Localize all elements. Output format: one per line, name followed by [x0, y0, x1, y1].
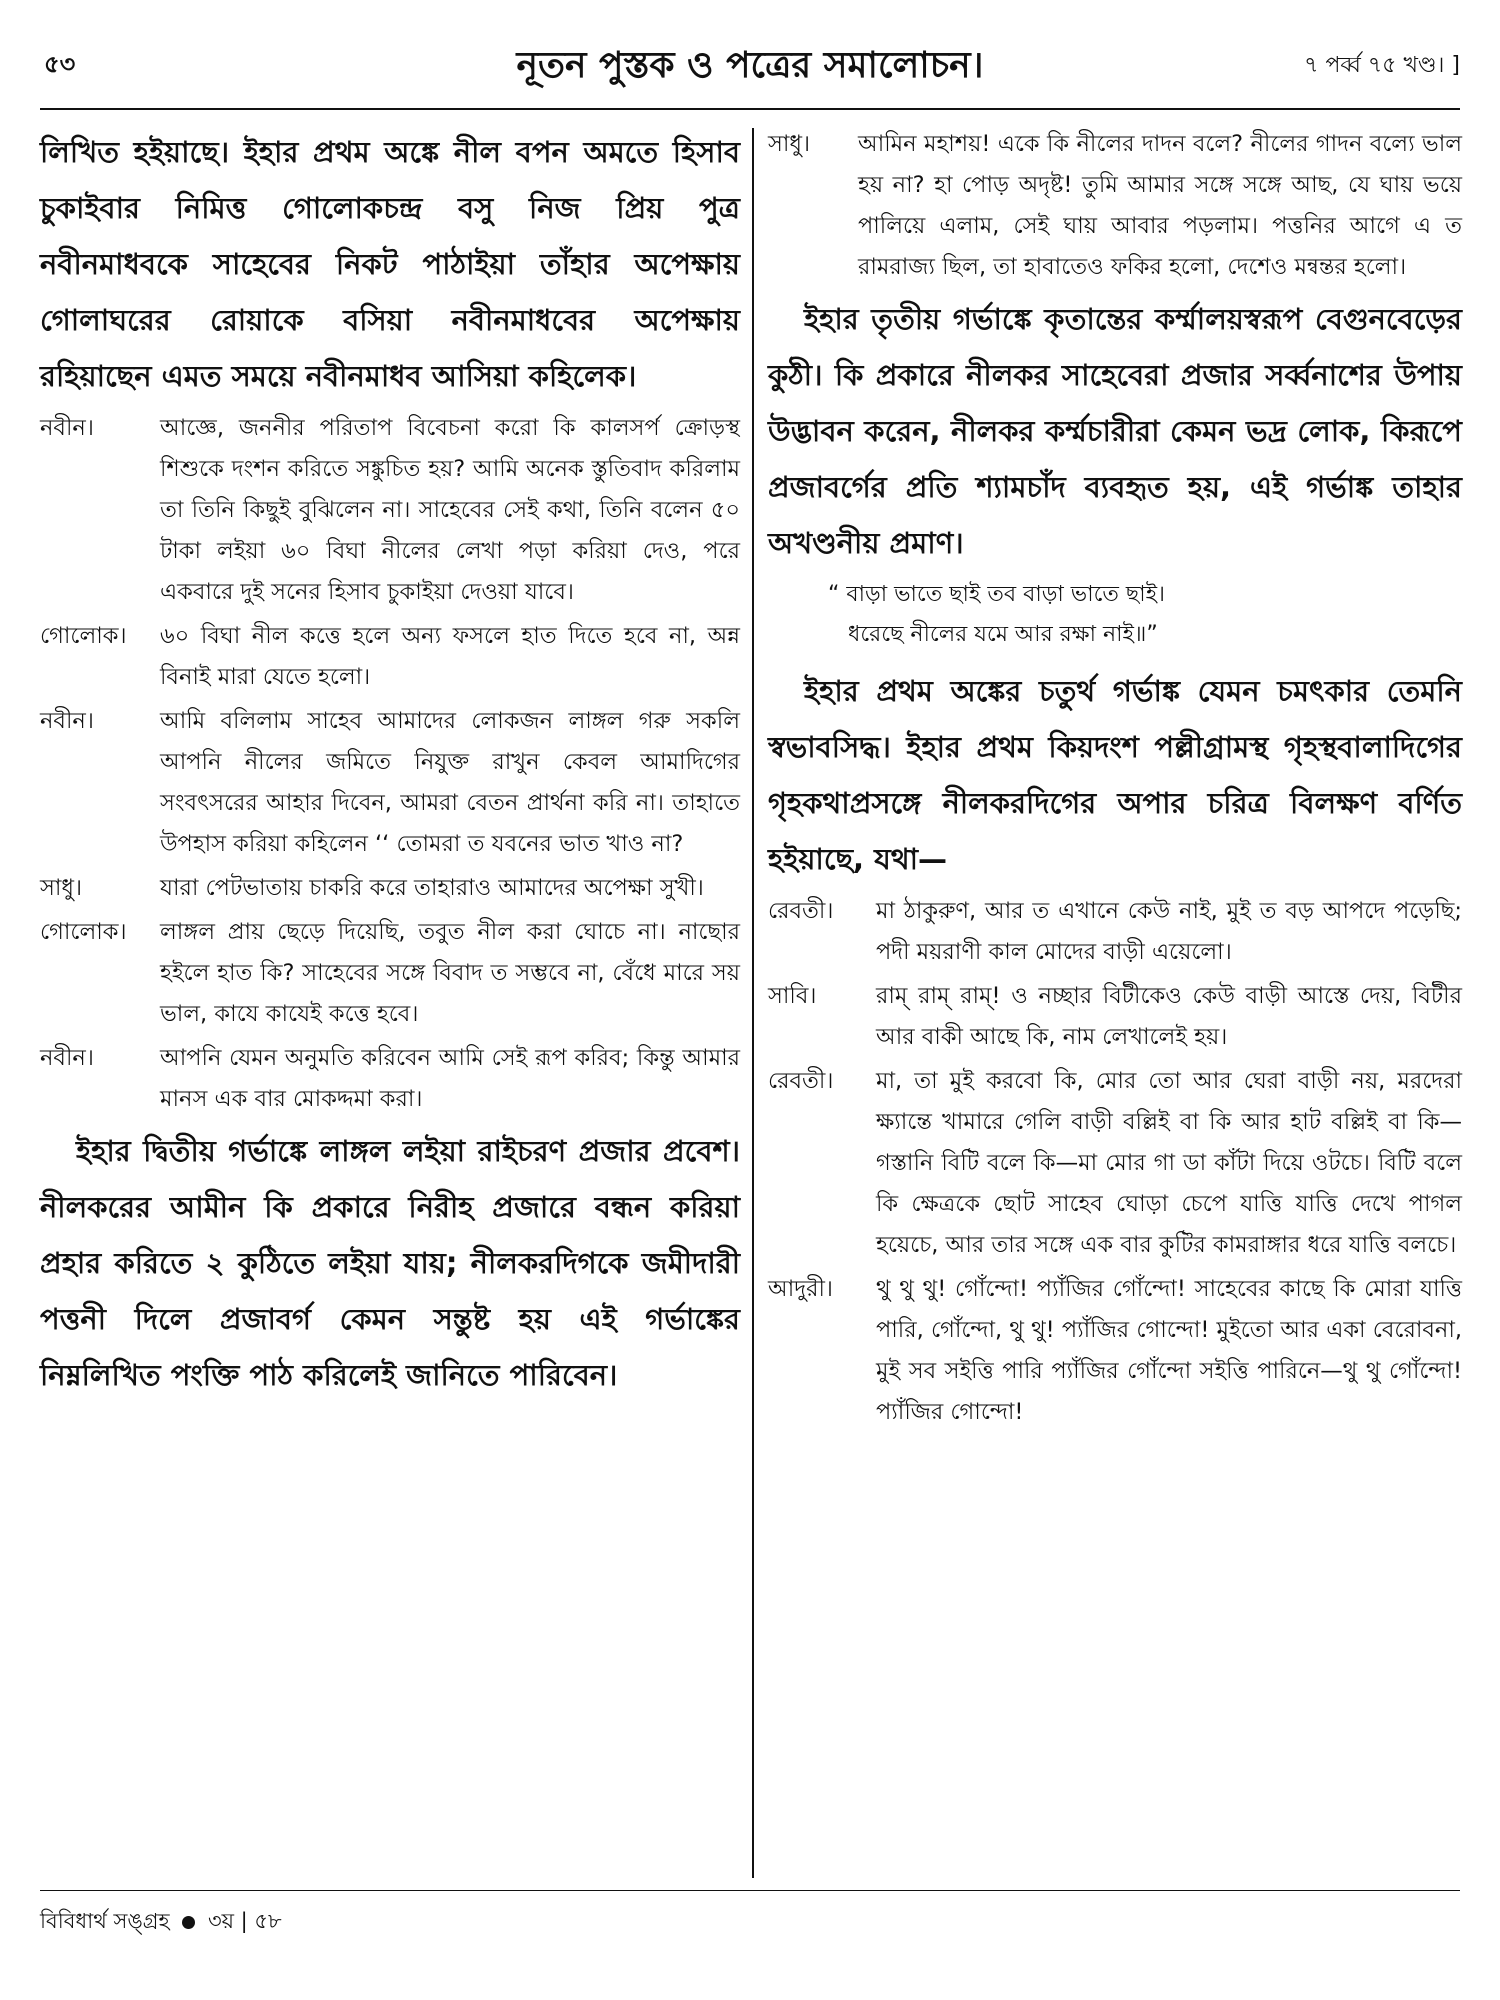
verse-line: “ বাড়া ভাতে ছাই তব বাড়া ভাতে ছাই।: [828, 582, 1165, 607]
left-column: [40, 124, 740, 1407]
footer-page-number: ৫৮: [254, 1909, 282, 1933]
speech-text: আমি বলিলাম সাহেব আমাদের লোকজন লাঙ্গল গরু সকলি আপনি নীলের জমিতে নিযুক্ত রাখুন কেবল আমাদিগের সংবৎসরের আহার দিবেন, আমরা বেতন প্রার্থনা করি না। তাহাতে উপহাস করিয়া কহিলেন ‘‘ তোমরা ত যবনের ভাত খাও না?: [160, 708, 740, 857]
page-number: ৫৩: [44, 50, 76, 78]
dialogue-line: [40, 1038, 740, 1120]
verse-line: ধরেছে নীলের যমে আর রক্ষা নাই॥”: [848, 622, 1158, 647]
dialogue-line: [40, 868, 740, 909]
speaker-name: নবীন।: [40, 1045, 94, 1071]
left-intro-paragraph: লিখিত হইয়াছে। ইহার প্রথম অঙ্কে নীল বপন অমতে হিসাব চুকাইবার নিমিত্ত গোলোকচন্দ্র বসু নিজ প্রিয় পুত্র নবীনমাধবকে সাহেবের নিকট পাঠাইয়া তাঁহার অপেক্ষায় গোলাঘরের রোয়াকে বসিয়া নবীনমাধবের অপেক্ষায় রহিয়াছেন এমত সময়ে নবীনমাধব আসিয়া কহিলেক।: [40, 135, 740, 393]
speech-text: যারা পেটভাতায় চাকরি করে তাহারাও আমাদের অপেক্ষা সুখী।: [160, 875, 704, 901]
speech-text: রাম্ রাম্ রাম্! ও নচ্ছার বিটীকেও কেউ বাড়ী আস্তে দেয়, বিটীর আর বাকী আছে কি, নাম লেখালেই হয়।: [876, 983, 1462, 1050]
speaker-name: গোলোক।: [40, 623, 127, 649]
dialogue-line: [768, 976, 1462, 1058]
dialogue-line: [40, 912, 740, 1035]
speech-text: ৬০ বিঘা নীল কত্তে হলে অন্য ফসলে হাত দিতে হবে না, অন্ন বিনাই মারা যেতে হলো।: [160, 623, 740, 690]
speech-text: আজ্ঞে, জননীর পরিতাপ বিবেচনা করো কি কালসর্প ক্রোড়স্থ শিশুকে দংশন করিতে সঙ্কুচিত হয়? আমি অনেক স্তুতিবাদ করিলাম তা তিনি কিছুই বুঝিলেন না। সাহেবের সেই কথা, তিনি বলেন ৫০ টাকা লইয়া ৬০ বিঘা নীলের লেখা পড়া করিয়া দেও, পরে একবারে দুই সনের হিসাব চুকাইয়া দেওয়া যাবে।: [160, 415, 740, 605]
dialogue-line: [40, 701, 740, 865]
verse-quote: [768, 575, 1462, 655]
speaker-name: সাধু।: [40, 875, 83, 901]
page-title: নূতন পুস্তক ও পত্রের সমালোচন।: [516, 45, 984, 86]
page-footer: [40, 1905, 282, 1940]
speech-text: লাঙ্গল প্রায় ছেড়ে দিয়েছি, তবুত নীল করা ঘোচে না। নাছোর হইলে হাত কি? সাহেবের সঙ্গে বিবাদ ত সম্ভবে না, বেঁধে মারে সয় ভাল, কাযে কাযেই কত্তে হবে।: [160, 919, 740, 1027]
speaker-name: গোলোক।: [40, 919, 127, 945]
speaker-name: নবীন।: [40, 708, 94, 734]
right-paragraph-2: ইহার প্রথম অঙ্কের চতুর্থ গর্ভাঙ্ক যেমন চমৎকার তেমনি স্বভাবসিদ্ধ। ইহার প্রথম কিয়দংশ পল্লীগ্রামস্থ গৃহস্থবালাদিগের গৃহকথাপ্রসঙ্গে নীলকরদিগের অপার চরিত্র বিলক্ষণ বর্ণিত হইয়াছে, যথা—: [768, 674, 1462, 876]
left-closing-paragraph: ইহার দ্বিতীয় গর্ভাঙ্কে লাঙ্গল লইয়া রাইচরণ প্রজার প্রবেশ। নীলকরের আমীন কি প্রকারে নিরীহ প্রজারে বন্ধন করিয়া প্রহার করিতে ২ কুঠিতে লইয়া যায়; নীলকরদিগকে জমীদারী পত্তনী দিলে প্রজাবর্গ কেমন সন্তুষ্ট হয় এই গর্ভাঙ্কের নিম্নলিখিত পংক্তি পাঠ করিলেই জানিতে পারিবেন।: [40, 1134, 740, 1392]
speech-text: থু থু থু! গোঁন্দো! প্যাঁজির গোঁন্দো! সাহেবের কাছে কি মোরা যাত্তি পারি, গোঁন্দো, থু থু! প্যাঁজির গোন্দো! মুইতো আর একা বেরোবনা, মুই সব সইত্তি পারি প্যাঁজির গোঁন্দো সইত্তি পারিনে—থু থু গোঁন্দো! প্যাঁজির গোন্দো!: [876, 1276, 1462, 1425]
speaker-name: রেবতী।: [768, 1068, 834, 1094]
speaker-name: আদুরী।: [768, 1276, 833, 1302]
speech-text: আমিন মহাশয়! একে কি নীলের দাদন বলে? নীলের গাদন বল্যে ভাল হয় না? হা পোড় অদৃষ্ট! তুমি আমার সঙ্গে সঙ্গে আছ, যে ঘায় ভয়ে পালিয়ে এলাম, সেই ঘায় আবার পড়লাম। পত্তনির আগে এ ত রামরাজ্য ছিল, তা হাবাতেও ফকির হলো, দেশেও মন্বন্তর হলো।: [858, 131, 1462, 280]
footer-rule: [40, 1890, 1460, 1891]
footer-book-title: বিবিধার্থ সঙ্গ্রহ: [40, 1909, 170, 1933]
right-paragraph-1: ইহার তৃতীয় গর্ভাঙ্কে কৃতান্তের কর্ম্মালয়স্বরূপ বেগুনবেড়ের কুঠী। কি প্রকারে নীলকর সাহেবেরা প্রজার সর্ব্বনাশের উপায় উদ্ভাবন করেন, নীলকর কর্ম্মচারীরা কেমন ভদ্র লোক, কিরূপে প্রজাবর্গের প্রতি শ্যামচাঁদ ব্যবহৃত হয়, এই গর্ভাঙ্ক তাহার অখণ্ডনীয় প্রমাণ।: [768, 302, 1462, 560]
dialogue-line: [40, 616, 740, 698]
dialogue-line: [40, 408, 740, 613]
speech-text: আপনি যেমন অনুমতি করিবেন আমি সেই রূপ করিব; কিন্তু আমার মানস এক বার মোকদ্দমা করা।: [160, 1045, 740, 1112]
dialogue-line: [768, 891, 1462, 973]
right-column: [768, 124, 1462, 1436]
bullet-icon: [182, 1916, 195, 1929]
page-header: [40, 38, 1460, 98]
speaker-name: নবীন।: [40, 415, 94, 441]
header-rule: [40, 108, 1460, 110]
speech-text: মা ঠাকুরুণ, আর ত এখানে কেউ নাই, মুই ত বড় আপদে পড়েছি; পদী ময়রাণী কাল মোদের বাড়ী এয়েলো।: [876, 898, 1462, 965]
volume-label: ৭ পর্ব্ব ৭৫ খণ্ড। ]: [1304, 53, 1460, 78]
column-divider: [752, 128, 754, 1878]
dialogue-line: [768, 1061, 1462, 1266]
dialogue-line: [768, 1269, 1462, 1433]
speaker-name: রেবতী।: [768, 898, 834, 924]
speech-text: মা, তা মুই করবো কি, মোর তো আর ঘেরা বাড়ী নয়, মরদেরা ক্ষ্যান্তে খামারে গেলি বাড়ী বল্লিই বা কি আর হাট বল্লিই বা কি—গস্তানি বিটি বলে কি—মা মোর গা ডা কাঁটা দিয়ে ওটচে। বিটি বলে কি ক্ষেত্রকে ছোট সাহেব ঘোড়া চেপে যাত্তি যাত্তি দেখে পাগল হয়েচে, আর তার সঙ্গে এক বার কুটির কামরাঙ্গার ধরে যাত্তি বলচে।: [876, 1068, 1462, 1258]
footer-issue: ৩য়: [207, 1909, 234, 1933]
dialogue-line: [768, 124, 1462, 288]
footer-separator: |: [240, 1909, 248, 1933]
speaker-name: সাধু।: [768, 131, 811, 157]
speaker-name: সাবি।: [768, 983, 817, 1009]
